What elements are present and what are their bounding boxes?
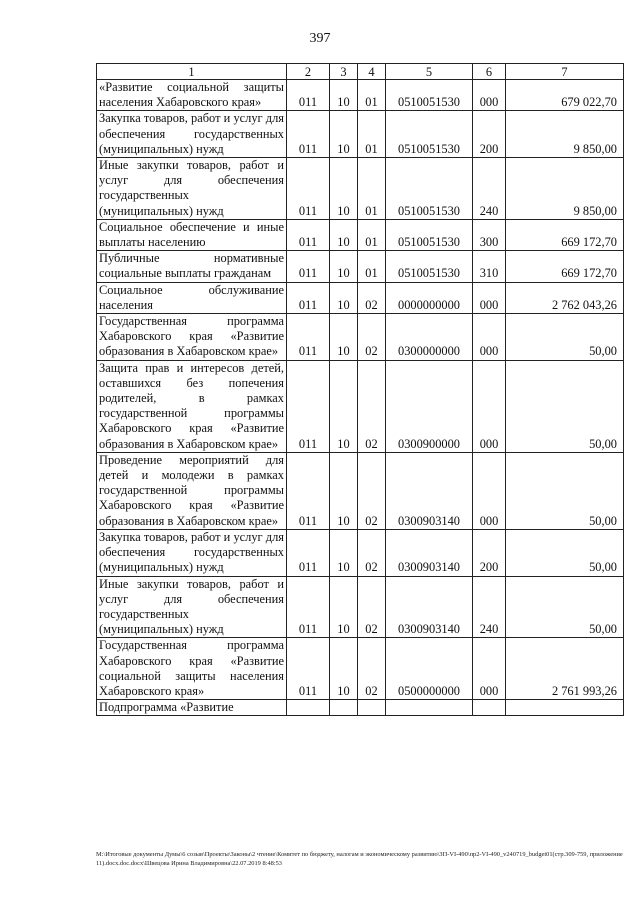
row-description: Закупка товаров, работ и услуг для обеспечения государственных (муниципальных) нужд: [97, 111, 287, 158]
row-amount: 2 761 993,26: [506, 638, 624, 700]
row-col-3: 10: [330, 314, 358, 361]
row-amount: 679 022,70: [506, 80, 624, 111]
row-col-5: 0510051530: [386, 219, 473, 250]
row-col-2: 011: [287, 452, 330, 529]
row-col-5: 0510051530: [386, 111, 473, 158]
row-col-3: 10: [330, 158, 358, 220]
row-col-4: 02: [358, 314, 386, 361]
header-cell: 5: [386, 64, 473, 80]
row-col-2: 011: [287, 576, 330, 638]
row-col-4: 01: [358, 80, 386, 111]
row-amount: [506, 700, 624, 716]
row-col-6: 240: [473, 576, 506, 638]
row-col-6: 000: [473, 80, 506, 111]
budget-table: [96, 63, 624, 716]
row-col-4: 01: [358, 251, 386, 282]
row-col-6: 000: [473, 282, 506, 313]
row-col-6: 000: [473, 314, 506, 361]
row-col-3: [330, 700, 358, 716]
row-col-2: 011: [287, 360, 330, 452]
row-col-4: 02: [358, 360, 386, 452]
table-row: [97, 111, 624, 158]
row-col-3: 10: [330, 529, 358, 576]
table-row: [97, 219, 624, 250]
row-col-2: 011: [287, 638, 330, 700]
row-col-3: 10: [330, 219, 358, 250]
table-row: [97, 452, 624, 529]
table-row: [97, 638, 624, 700]
row-col-3: 10: [330, 251, 358, 282]
table-row: [97, 360, 624, 452]
row-col-3: 10: [330, 452, 358, 529]
row-amount: 50,00: [506, 360, 624, 452]
row-col-3: 10: [330, 282, 358, 313]
row-col-6: 240: [473, 158, 506, 220]
row-col-5: 0510051530: [386, 251, 473, 282]
header-cell: 2: [287, 64, 330, 80]
row-col-5: 0300903140: [386, 576, 473, 638]
row-amount: 669 172,70: [506, 219, 624, 250]
row-col-4: 01: [358, 111, 386, 158]
table-row: [97, 282, 624, 313]
row-col-5: 0300900000: [386, 360, 473, 452]
row-col-2: 011: [287, 314, 330, 361]
row-description: «Развитие социальной защиты населения Хабаровского края»: [97, 80, 287, 111]
row-col-6: 000: [473, 452, 506, 529]
row-col-2: 011: [287, 251, 330, 282]
row-col-5: 0300903140: [386, 529, 473, 576]
row-col-2: 011: [287, 529, 330, 576]
row-col-5: 0510051530: [386, 80, 473, 111]
row-col-4: 02: [358, 576, 386, 638]
row-col-4: [358, 700, 386, 716]
row-description: Публичные нормативные социальные выплаты гражданам: [97, 251, 287, 282]
row-description: Защита прав и интересов детей, оставшихся без попечения родителей, в рамках государственной программы Хабаровского края «Развитие образования в Хабаровском крае»: [97, 360, 287, 452]
row-description: Социальное обеспечение и иные выплаты населению: [97, 219, 287, 250]
table-row: [97, 576, 624, 638]
row-col-6: 300: [473, 219, 506, 250]
row-col-2: 011: [287, 158, 330, 220]
row-col-6: 200: [473, 529, 506, 576]
row-col-6: [473, 700, 506, 716]
row-col-2: [287, 700, 330, 716]
row-col-4: 01: [358, 158, 386, 220]
row-amount: 50,00: [506, 576, 624, 638]
row-description: Иные закупки товаров, работ и услуг для обеспечения государственных (муниципальных) нужд: [97, 576, 287, 638]
row-col-6: 200: [473, 111, 506, 158]
page-number: 397: [309, 31, 331, 46]
file-path-footer: М:\Итоговые документы Думы\6 созыв\Проекты\Законы\2 чтение\Комитет по бюджету, налогам и экономическому развитию\ЗП-VI-490\пр2-VI-490_v240719_budget01(стр.309-759, приложение 11).docx.doc.docx\Швецова Ирина Владимировна\22.07.2019 8:48:53: [96, 851, 623, 867]
table-row: [97, 251, 624, 282]
row-col-5: [386, 700, 473, 716]
row-amount: 50,00: [506, 452, 624, 529]
row-amount: 50,00: [506, 529, 624, 576]
row-amount: 9 850,00: [506, 158, 624, 220]
header-cell: 6: [473, 64, 506, 80]
header-cell: 7: [506, 64, 624, 80]
table-row: [97, 314, 624, 361]
row-col-4: 02: [358, 452, 386, 529]
header-cell: 3: [330, 64, 358, 80]
row-col-6: 000: [473, 360, 506, 452]
row-col-6: 310: [473, 251, 506, 282]
row-col-3: 10: [330, 638, 358, 700]
row-col-5: 0510051530: [386, 158, 473, 220]
row-col-5: 0300000000: [386, 314, 473, 361]
row-amount: 9 850,00: [506, 111, 624, 158]
row-description: Государственная программа Хабаровского края «Развитие социальной защиты населения Хабаровского края»: [97, 638, 287, 700]
row-description: Иные закупки товаров, работ и услуг для обеспечения государственных (муниципальных) нужд: [97, 158, 287, 220]
row-amount: 669 172,70: [506, 251, 624, 282]
row-amount: 50,00: [506, 314, 624, 361]
row-col-2: 011: [287, 80, 330, 111]
header-cell: 1: [97, 64, 287, 80]
row-col-6: 000: [473, 638, 506, 700]
table-row: [97, 80, 624, 111]
row-amount: 2 762 043,26: [506, 282, 624, 313]
row-col-4: 02: [358, 529, 386, 576]
row-col-2: 011: [287, 219, 330, 250]
table-row: [97, 529, 624, 576]
row-col-3: 10: [330, 360, 358, 452]
row-description: Закупка товаров, работ и услуг для обеспечения государственных (муниципальных) нужд: [97, 529, 287, 576]
row-description: Проведение мероприятий для детей и молодежи в рамках государственной программы Хабаровского края «Развитие образования в Хабаровском крае»: [97, 452, 287, 529]
row-col-5: 0500000000: [386, 638, 473, 700]
table-row: [97, 700, 624, 716]
row-col-5: 0000000000: [386, 282, 473, 313]
row-col-3: 10: [330, 576, 358, 638]
row-col-2: 011: [287, 111, 330, 158]
row-col-4: 01: [358, 219, 386, 250]
row-col-3: 10: [330, 111, 358, 158]
header-cell: 4: [358, 64, 386, 80]
row-description: Подпрограмма «Развитие: [97, 700, 287, 716]
row-col-4: 02: [358, 282, 386, 313]
row-description: Государственная программа Хабаровского края «Развитие образования в Хабаровском крае»: [97, 314, 287, 361]
row-col-5: 0300903140: [386, 452, 473, 529]
table-header-row: [97, 64, 624, 80]
row-description: Социальное обслуживание населения: [97, 282, 287, 313]
row-col-2: 011: [287, 282, 330, 313]
row-col-4: 02: [358, 638, 386, 700]
row-col-3: 10: [330, 80, 358, 111]
table-row: [97, 158, 624, 220]
